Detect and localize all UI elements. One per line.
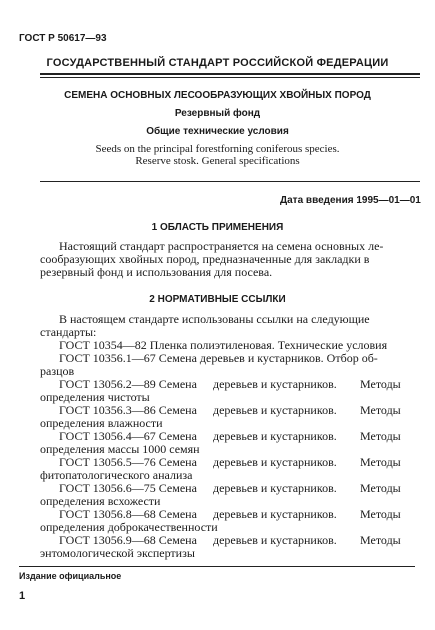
ref-middle: деревьев и кустарников. (213, 429, 337, 443)
ref-code: ГОСТ 13056.2—89 Семена (59, 377, 197, 391)
section-2-intro-line: стандарты: (40, 325, 97, 339)
section-2-heading: 2 НОРМАТИВНЫЕ ССЫЛКИ (149, 294, 286, 305)
section-2-intro-line: В настоящем стандарте использованы ссылки на следующие (59, 312, 370, 326)
ref-middle: деревьев и кустарников. (213, 507, 337, 521)
ref-middle: деревьев и кустарников. (213, 403, 337, 417)
state-standard-title: ГОСУДАРСТВЕННЫЙ СТАНДАРТ РОССИЙСКОЙ ФЕДЕРАЦИИ (46, 57, 389, 69)
section-1-line: резервный фонд и использования для посева. (40, 265, 273, 279)
ref-line2: определения влажности (40, 416, 163, 430)
footer-rule (19, 566, 415, 567)
ref-code: ГОСТ 13056.8—68 Семена (59, 507, 197, 521)
ref-right: Методы (360, 507, 401, 521)
ref-code: ГОСТ 13056.4—67 Семена (59, 429, 197, 443)
section-1-heading: 1 ОБЛАСТЬ ПРИМЕНЕНИЯ (151, 222, 284, 233)
header-double-rule-top (40, 73, 420, 75)
ref-line2: фитопатологического анализа (40, 468, 193, 482)
ref-right: Методы (360, 377, 401, 391)
ref-middle: деревьев и кустарников. (213, 481, 337, 495)
official-edition-label: Издание официальное (19, 571, 122, 581)
ref-line2: определения доброкачественности (40, 520, 218, 534)
document-title: СЕМЕНА ОСНОВНЫХ ЛЕСООБРАЗУЮЩИХ ХВОЙНЫХ ПОРОД (64, 90, 371, 101)
page-number: 1 (19, 590, 26, 602)
document-subtitle-reserve: Резервный фонд (174, 108, 261, 119)
section-1-line: сообразующих хвойных пород, предназначенные для закладки в (40, 252, 370, 266)
ref-gost-10356-1-line2: разцов (40, 364, 75, 378)
ref-line2: энтомологической экспертизы (40, 546, 195, 560)
ref-gost-10354-line1: ГОСТ 10354—82 Пленка полиэтиленовая. Технические условия (59, 338, 388, 352)
ref-code: ГОСТ 13056.9—68 Семена (59, 533, 197, 547)
ref-middle: деревьев и кустарников. (213, 377, 337, 391)
ref-middle: деревьев и кустарников. (213, 533, 337, 547)
header-double-rule-bottom (40, 77, 420, 78)
ref-right: Методы (360, 429, 401, 443)
document-subtitle-conditions: Общие технические условия (146, 126, 289, 137)
section-1-line: Настоящий стандарт распространяется на семена основных ле- (59, 239, 384, 253)
ref-line2: определения всхожести (40, 494, 161, 508)
title-rule (40, 181, 420, 182)
ref-line2: определения массы 1000 семян (40, 442, 200, 456)
ref-right: Методы (360, 403, 401, 417)
english-title-line2: Reserve stosk. General specifications (135, 155, 300, 167)
english-title-line1: Seeds on the principal forestforning coniferous species. (95, 143, 340, 155)
ref-line2: определения чистоты (40, 390, 150, 404)
ref-code: ГОСТ 10356.3—86 Семена (59, 403, 197, 417)
ref-middle: деревьев и кустарников. (213, 455, 337, 469)
ref-right: Методы (360, 533, 401, 547)
ref-right: Методы (360, 481, 401, 495)
date-of-introduction: Дата введения 1995—01—01 (280, 195, 421, 206)
ref-gost-10356-1-line1: ГОСТ 10356.1—67 Семена деревьев и кустарников. Отбор об- (59, 351, 378, 365)
ref-right: Методы (360, 455, 401, 469)
gost-number: ГОСТ Р 50617—93 (19, 33, 107, 44)
ref-code: ГОСТ 13056.6—75 Семена (59, 481, 197, 495)
ref-code: ГОСТ 13056.5—76 Семена (59, 455, 197, 469)
